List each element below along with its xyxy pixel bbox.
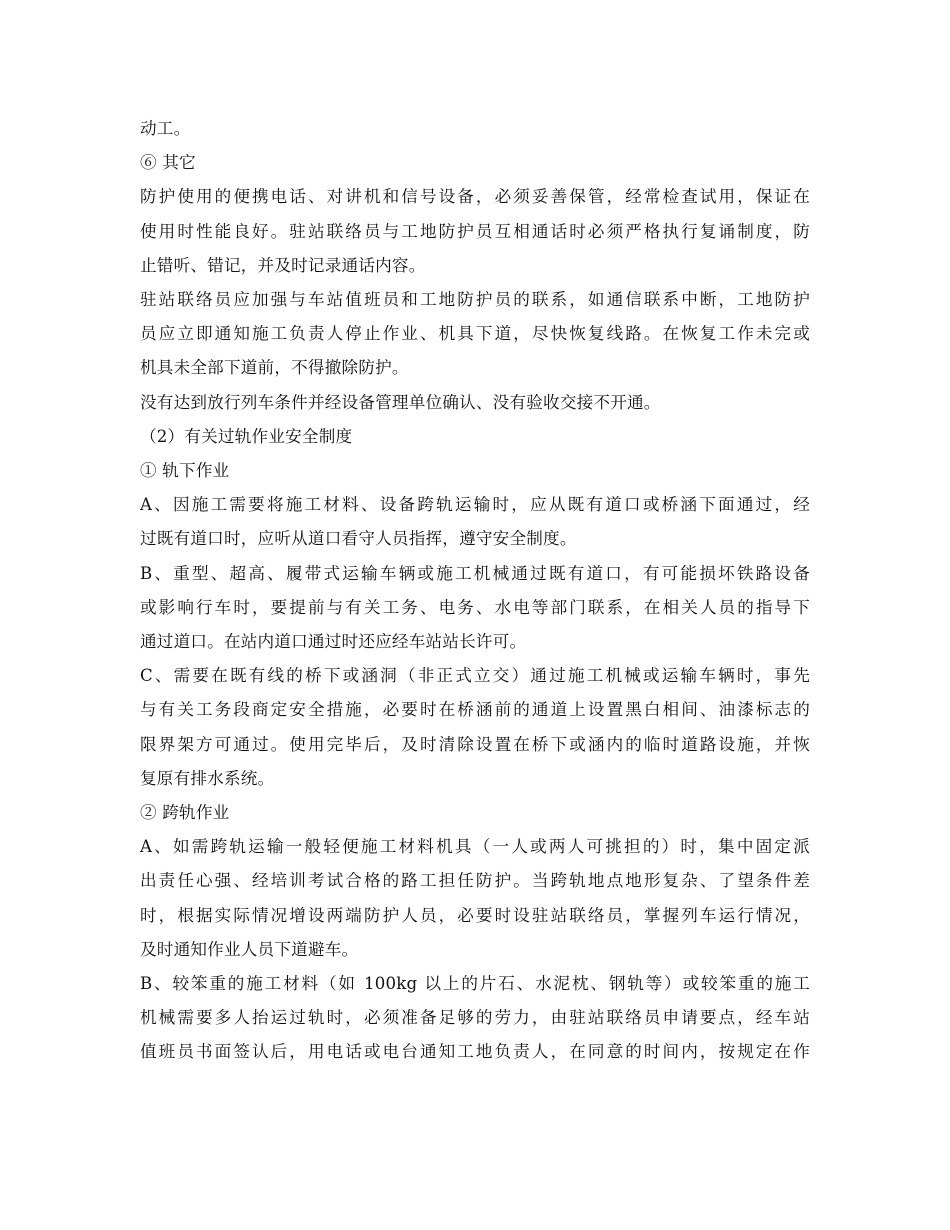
text-line: 防护使用的便携电话、对讲机和信号设备，必须妥善保管，经常检查试用，保证在 [140, 187, 810, 207]
text-line: 或影响行车时，要提前与有关工务、电务、水电等部门联系，在相关人员的指导下 [140, 597, 810, 617]
text-line: B、重型、超高、履带式运输车辆或施工机械通过既有道口，有可能损坏铁路设备 [140, 563, 810, 583]
text-line: 出责任心强、经培训考试合格的路工担任防护。当跨轨地点地形复杂、了望条件差 [140, 871, 810, 891]
text-line: 通过道口。在站内道口通过时还应经车站站长许可。 [140, 632, 527, 652]
text-line: 没有达到放行列车条件并经设备管理单位确认、没有验收交接不开通。 [140, 392, 661, 412]
text-line: ② 跨轨作业 [140, 803, 230, 823]
text-line: 使用时性能良好。驻站联络员与工地防护员互相通话时必须严格执行复诵制度，防 [140, 221, 810, 241]
document-body [140, 112, 810, 1070]
text-line: 止错听、错记，并及时记录通话内容。 [140, 255, 426, 275]
text-line: 限界架方可通过。使用完毕后，及时清除设置在桥下或涵内的临时道路设施，并恢 [140, 734, 810, 754]
text-line: 机械需要多人抬运过轨时，必须准备足够的劳力，由驻站联络员申请要点，经车站 [140, 1008, 810, 1028]
text-line: （2）有关过轨作业安全制度 [140, 426, 353, 446]
text-line: 与有关工务段商定安全措施，必要时在桥涵前的通道上设置黑白相间、油漆标志的 [140, 700, 810, 720]
text-line: C、需要在既有线的桥下或涵洞（非正式立交）通过施工机械或运输车辆时，事先 [140, 666, 810, 686]
text-line: ⑥ 其它 [140, 153, 196, 173]
text-line: 动工。 [140, 119, 191, 138]
text-line: 过既有道口时，应听从道口看守人员指挥，遵守安全制度。 [140, 529, 577, 549]
text-line: 值班员书面签认后，用电话或电台通知工地负责人，在同意的时间内，按规定在作 [140, 1042, 810, 1062]
text-line: A、如需跨轨运输一般轻便施工材料机具（一人或两人可挑担的）时，集中固定派 [140, 837, 810, 857]
text-line: 驻站联络员应加强与车站值班员和工地防护员的联系，如通信联系中断，工地防护 [140, 290, 810, 310]
text-line: 复原有排水系统。 [140, 768, 275, 788]
text-line: B、较笨重的施工材料（如 100kg 以上的片石、水泥枕、钢轨等）或较笨重的施工 [140, 974, 810, 994]
text-line: ① 轨下作业 [140, 461, 230, 481]
text-line: 时，根据实际情况增设两端防护人员，必要时设驻站联络员，掌握列车运行情况， [140, 905, 810, 925]
text-line: 员应立即通知施工负责人停止作业、机具下道，尽快恢复线路。在恢复工作未完或 [140, 324, 810, 344]
text-line: 及时通知作业人员下道避车。 [140, 939, 359, 959]
text-line: A、因施工需要将施工材料、设备跨轨运输时，应从既有道口或桥涵下面通过，经 [140, 495, 810, 515]
text-line: 机具未全部下道前，不得撤除防护。 [140, 358, 409, 378]
